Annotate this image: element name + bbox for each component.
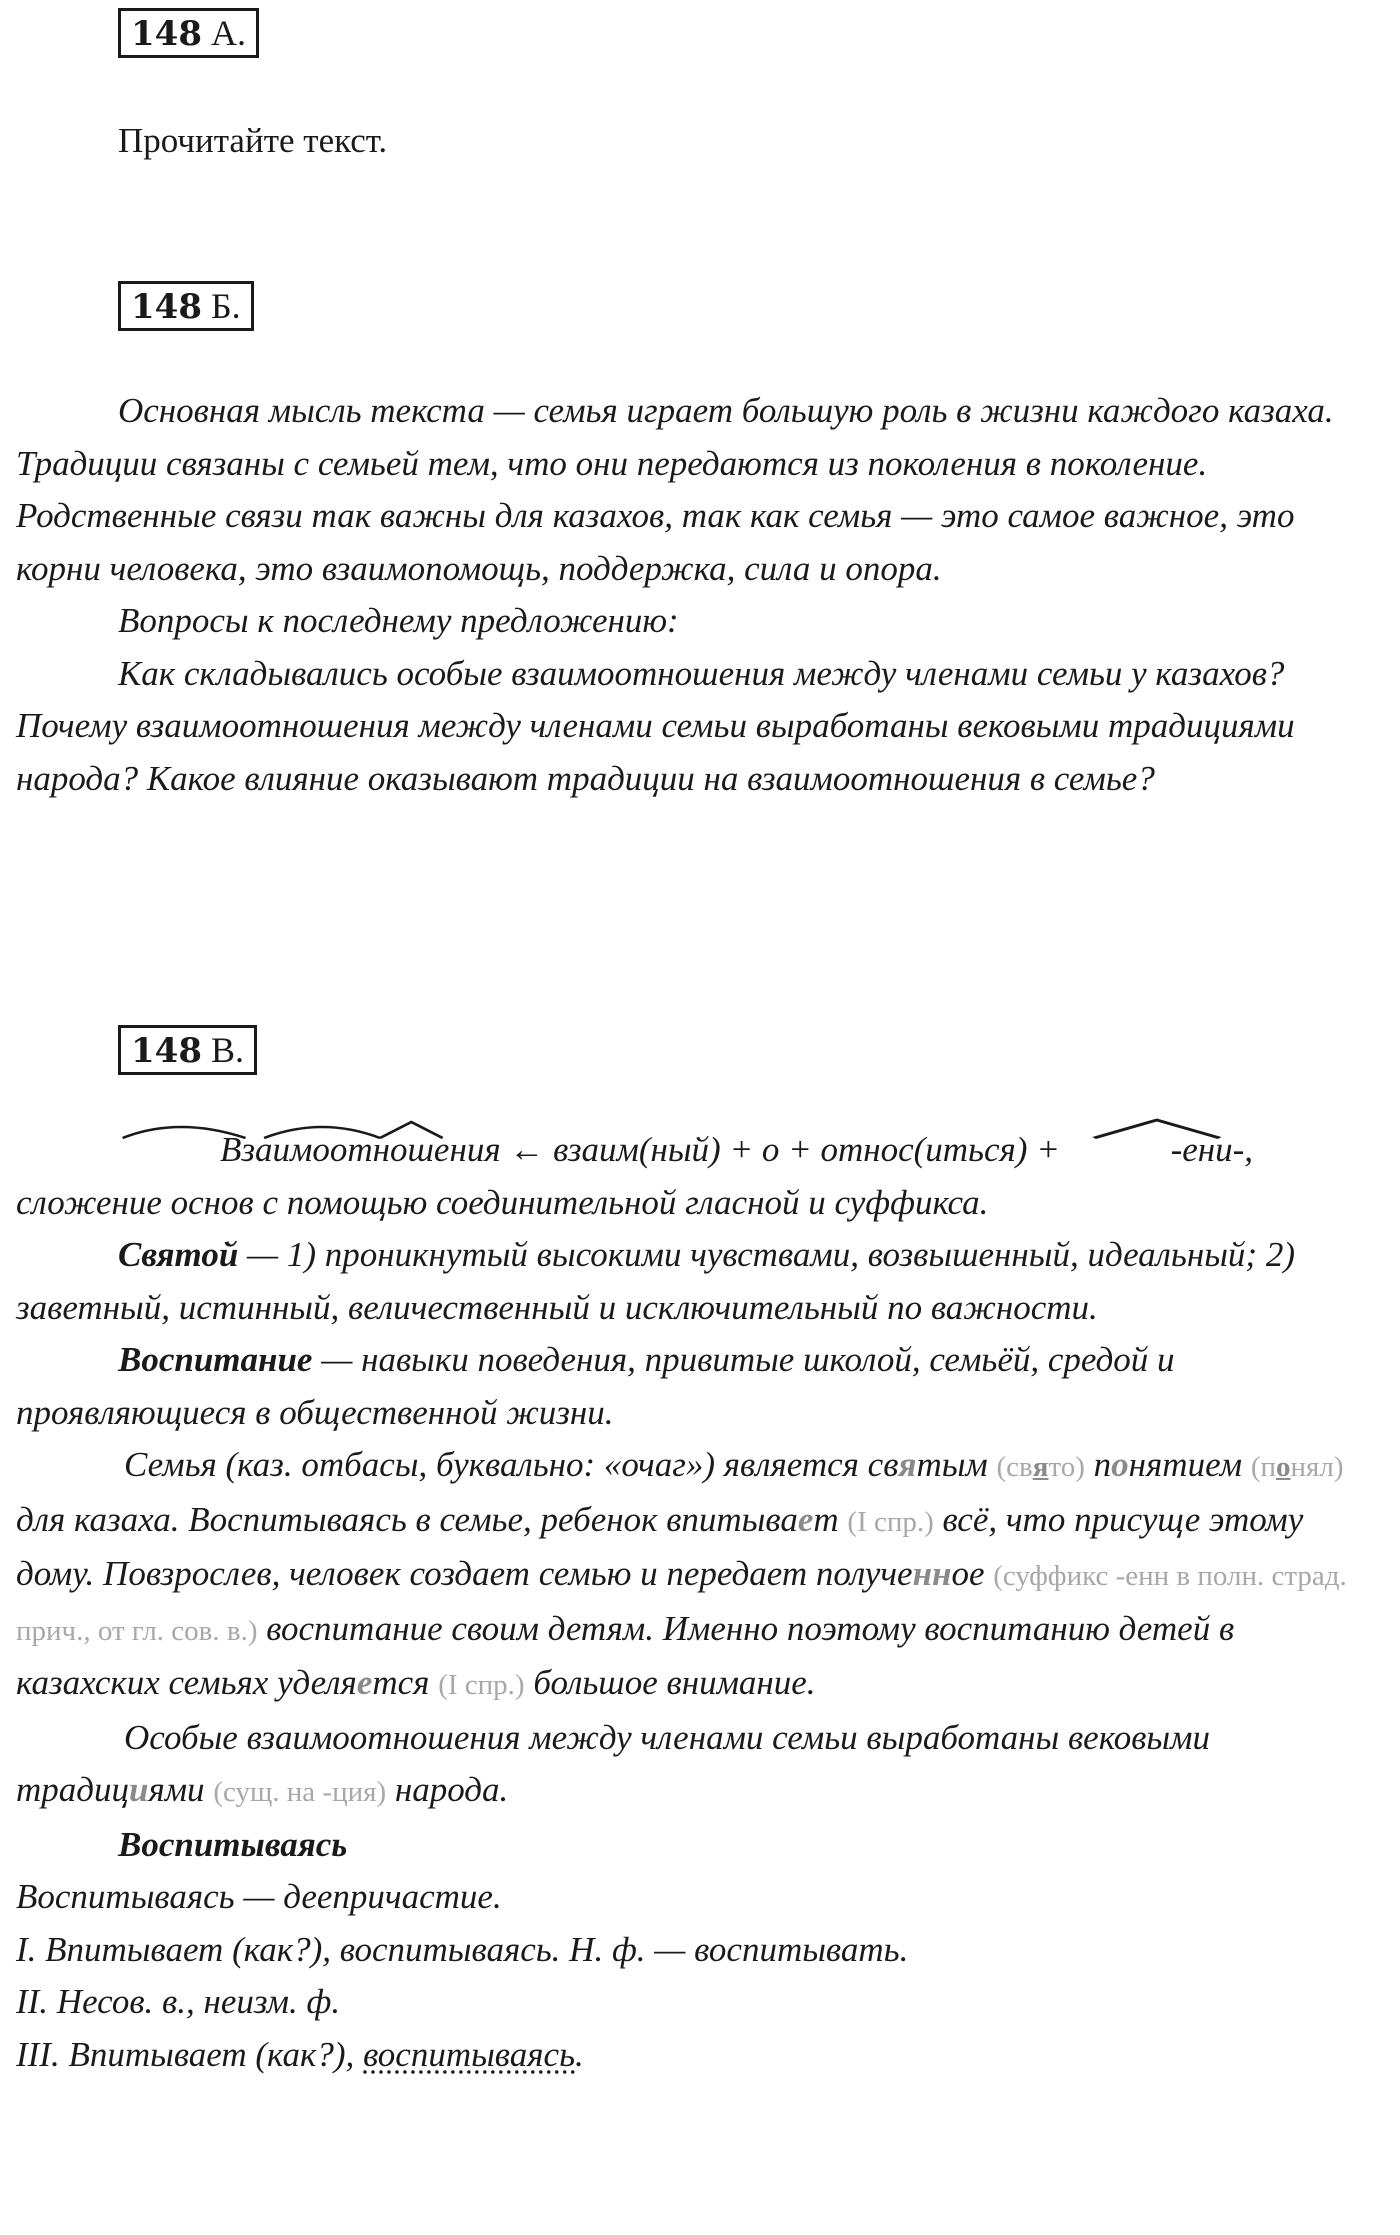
task-b-text [16,385,1376,805]
highlighted-letter: нн [912,1554,952,1593]
main-idea-paragraph: Основная мысль текста — семья играет большую роль в жизни каждого казаха. Традиции связаны с семьей тем, что они передаются из поколения в поколение. Родственные связи так важны для казахов, так как семья — это самое важное, это корни человека, это взаимопомощь, поддержка, сила и опора. [16,391,1334,588]
task-a-instruction: Прочитайте текст. [118,121,388,160]
rule-note: (I спр.) [847,1505,934,1538]
rule-note: (сущ. на -ция) [213,1776,387,1808]
parse-line-1: Воспитываясь — деепричастие. [16,1877,502,1916]
spelling-paragraph-2: Особые взаимоотношения между членами семьи выработаны вековыми традициями (сущ. на -ция) народа. [16,1717,1210,1809]
check-word: (понял) [1250,1451,1344,1483]
definition-text: — 1) проникнутый высокими чувствами, возвышенный, идеальный; 2) заветный, истинный, величественный и исключительный по важности. [16,1235,1295,1327]
parse-line-2: I. Впитывает (как?), воспитываясь. Н. ф. — воспитывать. [16,1929,909,1969]
spelling-paragraph-1: Семья (каз. отбасы, буквально: «очаг») является святым (свято) понятием (понял) для казаха. Воспитываясь в семье, ребенок впитывает (I спр.) всё, что присуще этому дому. Повзрослев, человек создает семью и передает полученное (суффикс -енн в полн. страд. прич., от гл. сов. в.) воспитание своим детям. Именно поэтому воспитанию детей в казахских семьях уделяется (I спр.) большое внимание. [16,1445,1347,1702]
parsed-word: воспитываясь [363,2034,575,2074]
suffix-mark-icon [1069,1116,1245,1142]
parse-line-4: III. Впитывает (как?), воспитываясь. [16,2034,584,2074]
highlighted-letter: я [898,1445,917,1484]
analyzed-word: Взаимоотношения [118,1124,501,1177]
morpheme-arcs-icon [118,1116,501,1142]
word-analysis: Взаимоотношения ← взаим(ный) + о + относ(иться) + -ени-, сложение основ с помощью соединительной гласной и суффикса. [16,1124,1376,1229]
task-c-text [16,1124,1376,2081]
highlighted-letter: и [128,1770,149,1809]
definition-term: Святой [118,1235,239,1274]
definition-text: — навыки поведения, привитые школой, семьёй, средой и проявляющиеся в общественной жизни. [16,1340,1175,1432]
task-number: 148 [131,14,202,54]
definition-vospitanie [16,1334,1376,1439]
definition-svyatoy [16,1229,1376,1334]
rule-note: (суффикс -енн в полн. страд. прич., от гл. сов. в.) [16,1560,1347,1647]
questions-paragraph: Как складывались особые взаимоотношения между членами семьи у казахов? Почему взаимоотношения между членами семьи выработаны вековыми традициями народа? Какое влияние оказывают традиции на взаимоотношения в семье? [16,653,1295,798]
task-number: 148 [131,1031,202,1071]
word-formation-method: сложение основ с помощью соединительной гласной и суффикса. [16,1182,989,1222]
questions-heading: Вопросы к последнему предложению: [118,601,679,640]
check-word: (свято) [996,1451,1085,1483]
task-letter: В. [210,1030,244,1070]
highlighted-letter: е [356,1663,373,1702]
parse-line-3: II. Несов. в., неизм. ф. [16,1982,341,2021]
task-letter: Б. [210,286,241,326]
task-label-a [118,8,259,58]
task-letter: А. [210,13,246,53]
word-derivation: ← взаим(ный) + о + относ(иться) + [509,1130,1069,1169]
highlighted-letter: е [797,1499,814,1539]
definition-term: Воспитание [118,1340,313,1379]
suffix-morpheme: -ени- [1069,1124,1245,1177]
highlighted-letter: о [1111,1445,1129,1484]
task-label-b [118,281,254,331]
task-number: 148 [131,287,202,327]
rule-note: (I спр.) [438,1669,525,1701]
parse-heading: Воспитываясь [118,1824,348,1864]
task-label-c [118,1025,257,1075]
